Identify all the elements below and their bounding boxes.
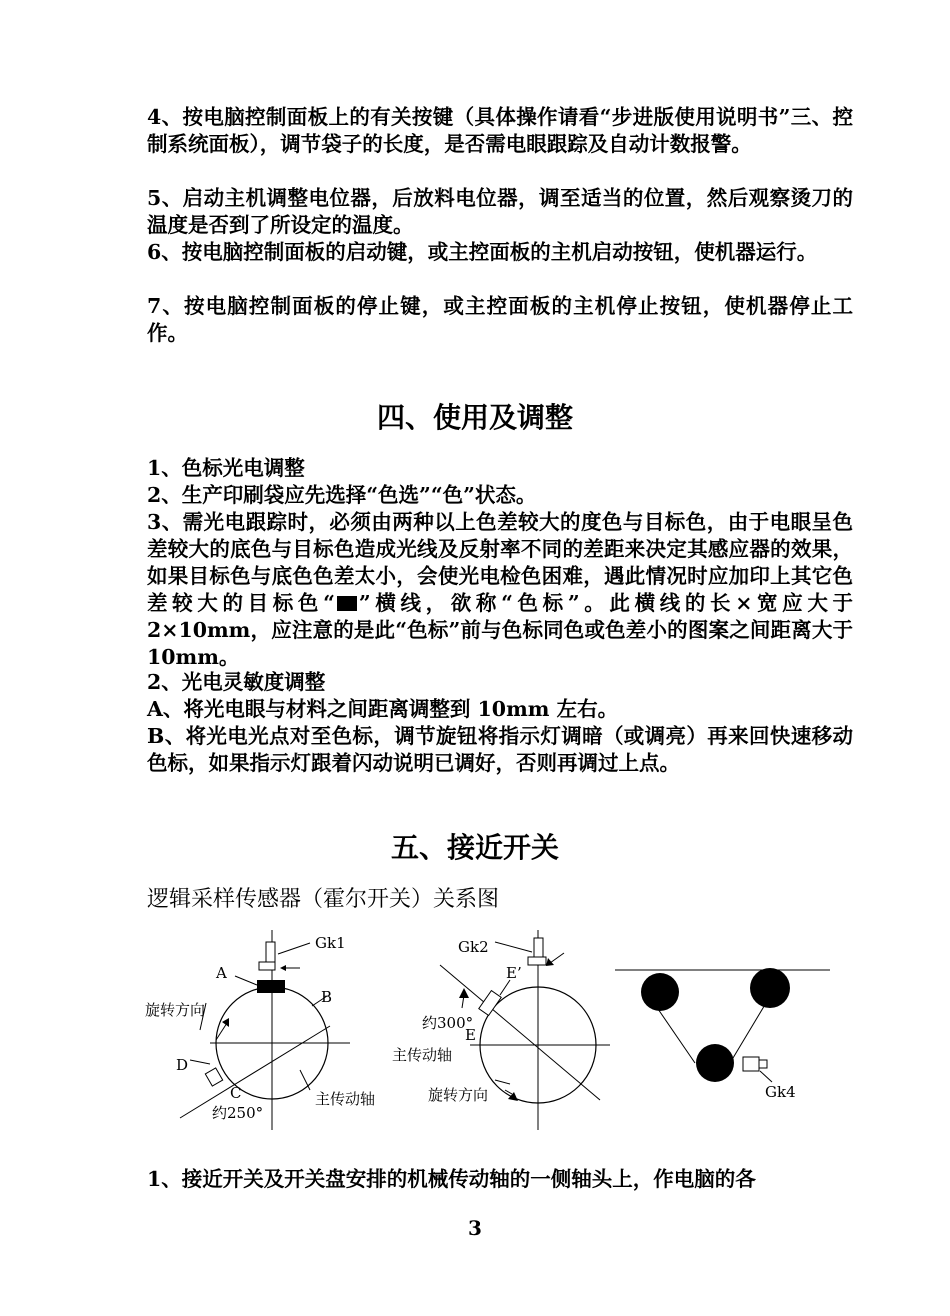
fig1-label-a: A: [216, 964, 227, 982]
fig3-sensor-tip: [759, 1060, 767, 1068]
fig3-label-gk4: Gk4: [765, 1083, 796, 1101]
fig1-gk1-leader: [278, 943, 310, 954]
fig2-rotation-leader: [495, 1080, 510, 1084]
fig1-a-leader: [235, 976, 257, 985]
figure-3: [615, 968, 830, 1101]
fig2-e1-leader: [500, 980, 510, 995]
fig2-label-rotation: 旋转方向: [428, 1086, 489, 1104]
fig3-roller-left: [641, 973, 679, 1011]
fig2-e1-arrowhead: [546, 958, 554, 966]
paragraph-color-select: 2、生产印刷袋应先选择“色选”“色”状态。: [147, 483, 537, 507]
fig1-shaft-leader: [300, 1070, 310, 1090]
fig2-sensor-base: [528, 957, 546, 965]
fig2-label-e: E: [465, 1026, 476, 1044]
color-mark-square-icon: [337, 596, 357, 611]
fig1-gk1-arrowhead: [280, 965, 286, 971]
subheading-sensitivity: 2、光电灵敏度调整: [147, 670, 326, 694]
fig2-angle-arrowhead: [459, 988, 469, 998]
fig3-sensor-gk4: [743, 1057, 759, 1071]
figure-2: [392, 930, 610, 1130]
paragraph-step-a: A、将光电眼与材料之间距离调整到 10mm 左右。: [147, 697, 619, 721]
paragraph-step-5: 5、启动主机调整电位器，后放料电位器，调至适当的位置，然后观察烫刀的温度是否到了所设定的温度。: [147, 186, 853, 237]
fig3-roller-bottom: [696, 1044, 734, 1082]
hall-switch-diagram: [140, 930, 840, 1130]
figure-1: [145, 930, 375, 1130]
fig2-label-angle: 约300°: [422, 1014, 474, 1032]
paragraph-step-7: 7、按电脑控制面板的停止键，或主控面板的主机停止按钮，使机器停止工作。: [147, 294, 853, 345]
subheading-color-mark: 1、色标光电调整: [147, 456, 305, 480]
fig1-label-d: D: [176, 1056, 189, 1074]
paragraph-step-4: 4、按电脑控制面板上的有关按键（具体操作请看“步进版使用说明书”三、控制系统面板），调节袋子的长度，是否需电眼跟踪及自动计数报警。: [147, 105, 853, 156]
fig1-sensor-gk1: [266, 942, 275, 962]
fig1-label-shaft: 主传动轴: [315, 1090, 376, 1108]
fig1-label-angle: 约250°: [212, 1104, 264, 1122]
page-number: 3: [468, 1216, 482, 1240]
fig1-d-leader: [190, 1060, 210, 1064]
fig1-sensor-c: [205, 1068, 222, 1086]
fig1-magnet-a: [257, 980, 285, 993]
fig3-roller-right: [750, 968, 790, 1008]
fig2-gk2-leader: [495, 942, 532, 952]
fig2-sensor-gk2: [534, 938, 543, 958]
diagram-caption: 逻辑采样传感器（霍尔开关）关系图: [147, 887, 500, 912]
paragraph-proximity-switch: 1、接近开关及开关盘安排的机械传动轴的一侧轴头上，作电脑的各: [147, 1167, 756, 1191]
fig1-label-c: C: [230, 1084, 242, 1102]
paragraph-color-mark-detail: 3、需光电跟踪时，必须由两种以上色差较大的度色与目标色，由于电眼呈色差较大的底色与目标色造成光线及反射率不同的差距来决定其感应器的效果，如果目标色与底色色差太小，会使光电检色困难，遇此情况时应加印上其它色差较大的目标色“ ”横线，欲称“色标”。此横线的长×宽应大于 2×10mm，应注意的是此“色标”前与色标同色或色差小的图案之间距离大于 10mm。: [147, 510, 853, 669]
fig1-label-gk1: Gk1: [315, 934, 346, 952]
fig1-label-rotation: 旋转方向: [145, 1001, 206, 1019]
fig2-sensor-e: [479, 991, 501, 1016]
heading-section-4: 四、使用及调整: [376, 401, 573, 434]
fig1-label-b: B: [321, 988, 333, 1006]
fig2-label-e1: E’: [506, 964, 522, 982]
heading-section-5: 五、接近开关: [390, 831, 559, 864]
fig2-label-gk2: Gk2: [458, 938, 489, 956]
paragraph-step-6: 6、按电脑控制面板的启动键，或主控面板的主机启动按钮，使机器运行。: [147, 240, 818, 264]
fig2-diagonal: [440, 965, 600, 1100]
fig3-gk4-leader: [760, 1071, 772, 1082]
fig1-sensor-base: [259, 962, 275, 970]
fig2-rotation-arrowhead: [508, 1092, 518, 1101]
fig2-label-shaft: 主传动轴: [392, 1046, 453, 1064]
paragraph-step-b: B、将光电光点对至色标，调节旋钮将指示灯调暗（或调亮）再来回快速移动色标，如果指示灯跟着闪动说明已调好，否则再调过上点。: [147, 724, 853, 775]
fig2-e1-arrow: [550, 953, 564, 963]
